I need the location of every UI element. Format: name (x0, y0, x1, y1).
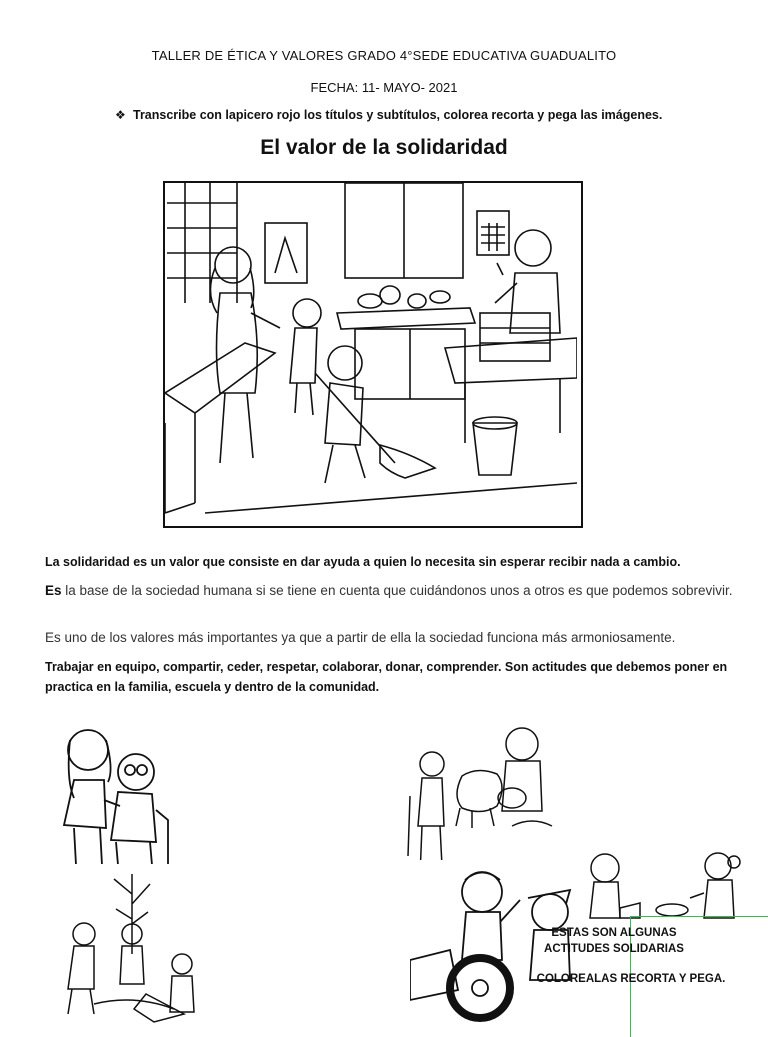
society-paragraph-text: la base de la sociedad humana si se tiene en cuenta que cuidándonos unos a otros es que podemos sobrevivir. (61, 583, 733, 598)
family-kitchen-illustration (163, 181, 583, 528)
diamond-bullet-icon: ❖ (115, 108, 126, 122)
instruction-text: Transcribe con lapicero rojo los títulos y subtítulos, colorea recorta y pega las imágenes. (133, 108, 663, 122)
kids-helping-pets-illustration (402, 716, 560, 884)
worksheet-date: FECHA: 11- MAYO- 2021 (310, 80, 458, 95)
society-paragraph-lead: Es (45, 583, 62, 598)
definition-paragraph: La solidaridad es un valor que consiste en dar ayuda a quien lo necesita sin esperar recibir nada a cambio. (45, 555, 681, 569)
instruction-line (115, 108, 662, 122)
page-title: El valor de la solidaridad (260, 136, 508, 159)
color-cut-paste-note: COLOREALAS RECORTA Y PEGA. (536, 973, 726, 985)
society-paragraph (45, 581, 735, 601)
attitudes-paragraph: Trabajar en equipo, compartir, ceder, respetar, colaborar, donar, comprender. Son actitudes que debemos poner en practica en la familia, escuela y dentro de la comunidad. (45, 660, 728, 694)
kids-sharing-illustration (580, 848, 748, 924)
helping-grandmother-illustration (56, 720, 180, 865)
worksheet-header: TALLER DE ÉTICA Y VALORES GRADO 4°SEDE EDUCATIVA GUADUALITO (151, 48, 617, 63)
importance-paragraph: Es uno de los valores más importantes ya que a partir de ella la sociedad funciona más armoniosamente. (45, 630, 676, 645)
kids-planting-tree-illustration (54, 864, 204, 1024)
attitudes-note: ESTAS SON ALGUNAS ACTITUDES SOLIDARIAS (544, 927, 684, 955)
